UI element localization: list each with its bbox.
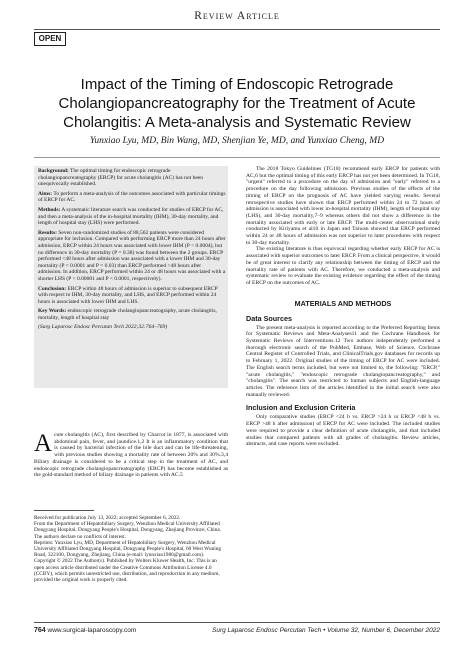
title-line: Cholangitis: A Meta-analysis and Systematic Review (63, 114, 411, 131)
abstract-methods (38, 207, 226, 227)
author-rule (34, 157, 440, 158)
footnote-received: Received for publication July 13, 2022; accepted September 6, 2022. (34, 515, 181, 521)
footer-rule (34, 622, 440, 623)
intro-paragraph (34, 432, 228, 479)
subsection-heading: Inclusion and Exclusion Criteria (246, 403, 356, 413)
section-heading: MATERIALS AND METHODS (294, 298, 392, 308)
open-access-badge: OPEN (34, 32, 66, 46)
abstract-text: The optimal timing for endoscopic retrograde cholangiopancreatography (ERCP) for acute cholangitis (AC) has not been unequivocally established. (38, 168, 203, 188)
website-link[interactable]: www.surgical-laparoscopy.com (47, 627, 137, 634)
abstract-label: Aims: (38, 190, 53, 197)
footnotes (34, 515, 228, 583)
footnote-conflicts: The authors declare no conflicts of interest. (34, 533, 126, 540)
abstract-text: Seven non-randomized studies of 88,562 patients were considered appropriate for inclusion. Compared with performing ERCP more than 24 hours after admission, ERCP within 24 hours was associated with lower IHM (P < 0.0004), but no difference in 30-day mortality (P = 0.38) was found between the 2 groups. ERCP performed <48 hours after admission was associated with a lower IHM and 30-day mortality (P < 0.0001 and P = 0.03) than ERCP performed >48 hours after admission. In addition, ERCP performed within 24 or 48 hours was associated with a shorter LHS (P < 0.00001 and P < 0.0001, respectively). (38, 229, 226, 282)
abstract-box (34, 166, 228, 388)
abstract-content (38, 168, 226, 330)
title-line: Cholangiopancreatography for the Treatment of Acute (58, 95, 416, 112)
abstract-label: Background: (38, 168, 69, 174)
header-rule (34, 29, 440, 30)
keywords-label: Key Words: (38, 308, 67, 315)
abstract-label: Results: (38, 229, 57, 236)
article-title (34, 75, 440, 132)
body-paragraph: The existing literature is thus equivocal regarding whether early ERCP for AC is associated with superior outcomes to later ERCP. From a clinical perspective, it would be of great interest to clarify any relationship between the timing of ERCP and the mortality rate of patients with AC. Therefore, we conducted a meta-analysis and systematic review to evaluate the existing evidence regarding the effect of the timing of ERCP on the outcomes of AC. (246, 246, 440, 286)
abstract-citation: (Surg Laparosc Endosc Percutan Tech 2022;32:764–769) (38, 324, 168, 331)
right-column (246, 166, 440, 448)
abstract-results (38, 230, 226, 283)
abstract-conclusion (38, 286, 226, 306)
author-list: Yunxiao Lyu, MD, Bin Wang, MD, Shenjian Ye, MD, and Yunxiao Cheng, MD (89, 136, 385, 146)
footnote-reprints: Reprints: Yunxiao Lyu, MD, Department of Hepatobiliary Surgery, Wenzhou Medical University Affiliated Dongyang Hospital, Dongyang People's Hospital, 60 West Wuning Road, 322100, Dongyang, Zhejiang, China (e-mail: lyunxiao1986@gmail.com). (34, 539, 222, 559)
intro-text: cute cholangitis (AC), first described by Charcot in 1877, is associated with abdominal pain, fever, and jaundice.1,2 It is an inflammatory condition that is caused by bacterial infection of the bile duct and can be life-threatening, with previous studies showing a mortality rate of between 20% and 30%.3,4 Biliary drainage is considered to be a critical step in the treatment of AC, and endoscopic retrograde cholangiopancreatography (ERCP) has become established as the gold-standard method of biliary drainage in patients with AC.5 (34, 432, 228, 479)
header-label: Review Article (194, 10, 280, 22)
title-line: Impact of the Timing of Endoscopic Retrograde (80, 76, 394, 93)
abstract-background (38, 168, 226, 188)
introduction (34, 432, 228, 479)
abstract-keywords (38, 308, 226, 321)
body-paragraph: The 2018 Tokyo Guidelines (TG18) recommend early ERCP for patients with AC,6 but the optimal timing of this early ERCP has not yet been determined. In TG18, "urgent" referred to a procedure on the day of admission and "early" referred to a procedure on the day following admission. Previous studies of the effects of the timing of ERCP on the prognosis of AC have yielded varying results. Several retrospective studies have shown that ERCP performed within 24 to 72 hours of admission is associated with lower in-hospital mortality (IHM), length of hospital stay (LHS), and 30-day mortality,7–9 whereas others did not show a difference in the mortality associated with early or late ERCP. The multi-center observational study conducted by Kiriyama et al10 in Japan and Taiwan showed that ERCP performed within 24 or 48 hours of admission was not superior to later procedures with respect to 30-day mortality. (246, 166, 440, 246)
footnote-copyright: Copyright © 2022 The Author(s). Published by Wolters Kluwer Health, Inc. This is an open access article distributed under the Creative Commons Attribution License 4.0 (CCBY), which permits unrestricted use, distribution, and reproduction in any medium, provided the original work is properly cited. (34, 558, 220, 584)
keywords-text: endoscopic retrograde cholangiopancreatography, acute cholangitis, mortality, length of hospital stay (38, 308, 217, 321)
abstract-text: ERCP within 48 hours of admission is superior to subsequent ERCP with respect to IHM, 30-day mortality, and LHS, and ERCP performed within 24 hours is associated with lower IHM and LHS. (38, 285, 218, 305)
body-paragraph: The present meta-analysis is reported according to the Preferred Reporting Items for Systematic Reviews and Meta-Analyses11 and the Cochrane Handbook for Systematic Reviews of Interventions.12 Two authors independently performed a thorough electronic search of the PubMed, Embase, Web of Science, Cochrane Central Register of Controlled Trials, and ClinicalTrials.gov databases for records up to February 1, 2022. Original studies of the timing of ERCP for AC were included. The English search terms included, but were not limited to, the following: "ERCP," "acute cholangitis," "endoscopic retrograde cholangiopancreatography," and "cholangitis". The search was restricted to human subjects and English-language articles. The reference lists of the articles identified in the initial search were also manually reviewed. (246, 324, 440, 398)
subsection-heading: Data Sources (246, 313, 292, 323)
abstract-label: Methods: (38, 206, 61, 213)
abstract-text: To perform a meta-analysis of the outcomes associated with particular timings of ERCP for AC. (38, 190, 226, 204)
body-paragraph: Only comparative studies (ERCP <24 h vs. ERCP >24 h or ERCP <48 h vs. ERCP >48 h after admission) of ERCP for AC were included. The included studies were required to provide a clear definition of acute cholangitis, and that included studies that compared patients with all grades of cholangitis. Review articles, abstracts, and case reports were excluded. (246, 414, 440, 448)
page-footer (34, 627, 440, 637)
abstract-aims (38, 191, 226, 204)
journal-reference: Surg Laparosc Endosc Percutan Tech • Volume 32, Number 6, December 2022 (212, 627, 440, 634)
footnote-affiliation: From the Department of Hepatobiliary Surgery, Wenzhou Medical University Affiliated Dongyang Hospital, Dongyang People's Hospital, Dongyang, Zhejiang Province, China. (34, 521, 222, 534)
page-number: 764 (34, 627, 46, 634)
abstract-label: Conclusion: (38, 285, 67, 292)
footnote-rule (34, 510, 94, 511)
drop-cap: A (34, 430, 53, 457)
abstract-text: A systematic literature search was conducted for studies of ERCP for AC, and then a meta-analysis of the in-hospital mortality (IHM), 30-day mortality, and length of hospital stay (LHS) were performed. (38, 206, 224, 227)
